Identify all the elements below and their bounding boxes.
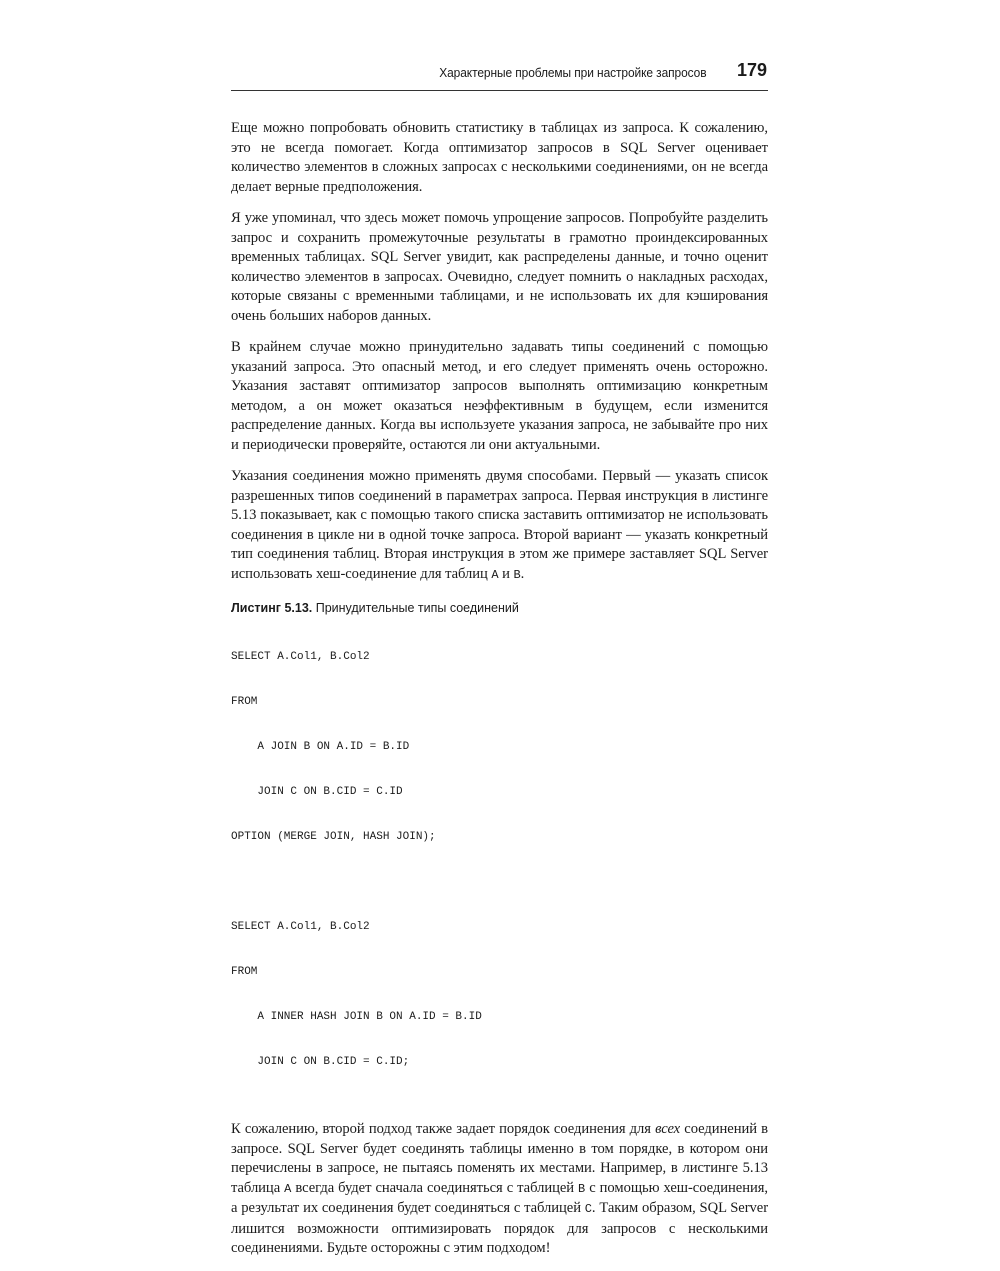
paragraph-5-part-5: . Таким образом, SQL Server лишится возможности оптимизировать порядок для запросов с несколькими соединениями. Будьте осторожны с этим подходом! [231, 1200, 768, 1256]
inline-table-a: A [491, 567, 499, 582]
book-page [231, 58, 768, 1271]
code-line: FROM [231, 696, 258, 708]
inline-table-b: B [578, 1181, 586, 1196]
listing-label: Листинг 5.13. [231, 601, 313, 615]
paragraph-4-end: . [520, 565, 525, 582]
paragraph-2: Я уже упоминал, что здесь может помочь упрощение запросов. Попробуйте разделить запрос и сохранить промежуточные результаты в грамотно проиндексированных временных таблицах. SQL Server увидит, как распределены данные, и точно оценит количество элементов в запросах. Очевидно, следует помнить о накладных расходах, которые связаны с временными таблицами, и не использовать их для кэширования очень больших наборов данных. [231, 210, 768, 324]
code-line: SELECT A.Col1, B.Col2 [231, 651, 370, 663]
paragraph-4 [231, 467, 768, 585]
paragraph-5-part-4: с помощью хеш-соединения, а результат их соединения будет соединяться с таблицей [231, 1179, 768, 1216]
paragraph-4-text: Указания соединения можно применять двумя способами. Первый — указать список разрешенных типов соединений в параметрах запроса. Первая инструкция в листинге 5.13 показывает, как с помощью такого списка заставить оптимизатор не использовать соединения в цикле ни в одной точке запроса. Второй вариант — указать конкретный тип соединения таблиц. Вторая инструкция в этом же примере заставляет SQL Server использовать хеш-соединение для таблиц [231, 468, 768, 582]
paragraph-5 [231, 1120, 768, 1259]
inline-table-c: C [584, 1202, 592, 1216]
paragraph-5-part-3: всегда будет сначала соединяться с таблицей [291, 1179, 579, 1196]
code-line: A JOIN B ON A.ID = B.ID [231, 741, 410, 753]
inline-table-b: B [513, 567, 521, 582]
paragraph-3: В крайнем случае можно принудительно задавать типы соединений с помощью указаний запроса. Это опасный метод, и его следует применять очень осторожно. Указания заставят оптимизатор запросов выполнять оптимизацию конкретным методом, а он может оказаться неэффективным в будущем, если изменится распределение данных. Когда вы используете указания запроса, не забывайте про них и периодически проверяйте, остаются ли они актуальными. [231, 339, 768, 453]
running-title: Характерные проблемы при настройке запросов [438, 65, 706, 80]
code-line: FROM [231, 966, 258, 978]
inline-table-a: A [284, 1181, 292, 1196]
code-line: A INNER HASH JOIN B ON A.ID = B.ID [231, 1011, 482, 1023]
code-line: JOIN C ON B.CID = C.ID; [231, 1056, 410, 1068]
paragraph-5-part-1: К сожалению, второй подход также задает порядок соединения для [231, 1121, 656, 1137]
paragraph-1: Еще можно попробовать обновить статистику в таблицах из запроса. К сожалению, это не всегда помогает. Когда оптимизатор запросов в SQL Server оценивает количество элементов в сложных запросах с несколькими соединениями, он не всегда делает верные предположения. [231, 120, 768, 195]
code-line: JOIN C ON B.CID = C.ID [231, 786, 403, 798]
listing-title: Принудительные типы соединений [312, 601, 519, 615]
paragraph-5-part-2: соединений в запросе. SQL Server будет соединять таблицы именно в том порядке, в котором они перечислены в запросе, не пытаясь поменять их местами. Например, в листинге 5.13 таблица [231, 1121, 769, 1196]
page-body [231, 119, 768, 1259]
listing-caption [231, 601, 768, 615]
code-line [231, 875, 768, 890]
code-line: SELECT A.Col1, B.Col2 [231, 921, 370, 933]
paragraph-5-emphasis: всех [655, 1121, 681, 1137]
page-header [231, 58, 768, 91]
paragraph-4-and: и [498, 565, 514, 582]
code-line: OPTION (MERGE JOIN, HASH JOIN); [231, 831, 436, 843]
code-listing [231, 620, 768, 1100]
page-number: 179 [736, 60, 767, 80]
